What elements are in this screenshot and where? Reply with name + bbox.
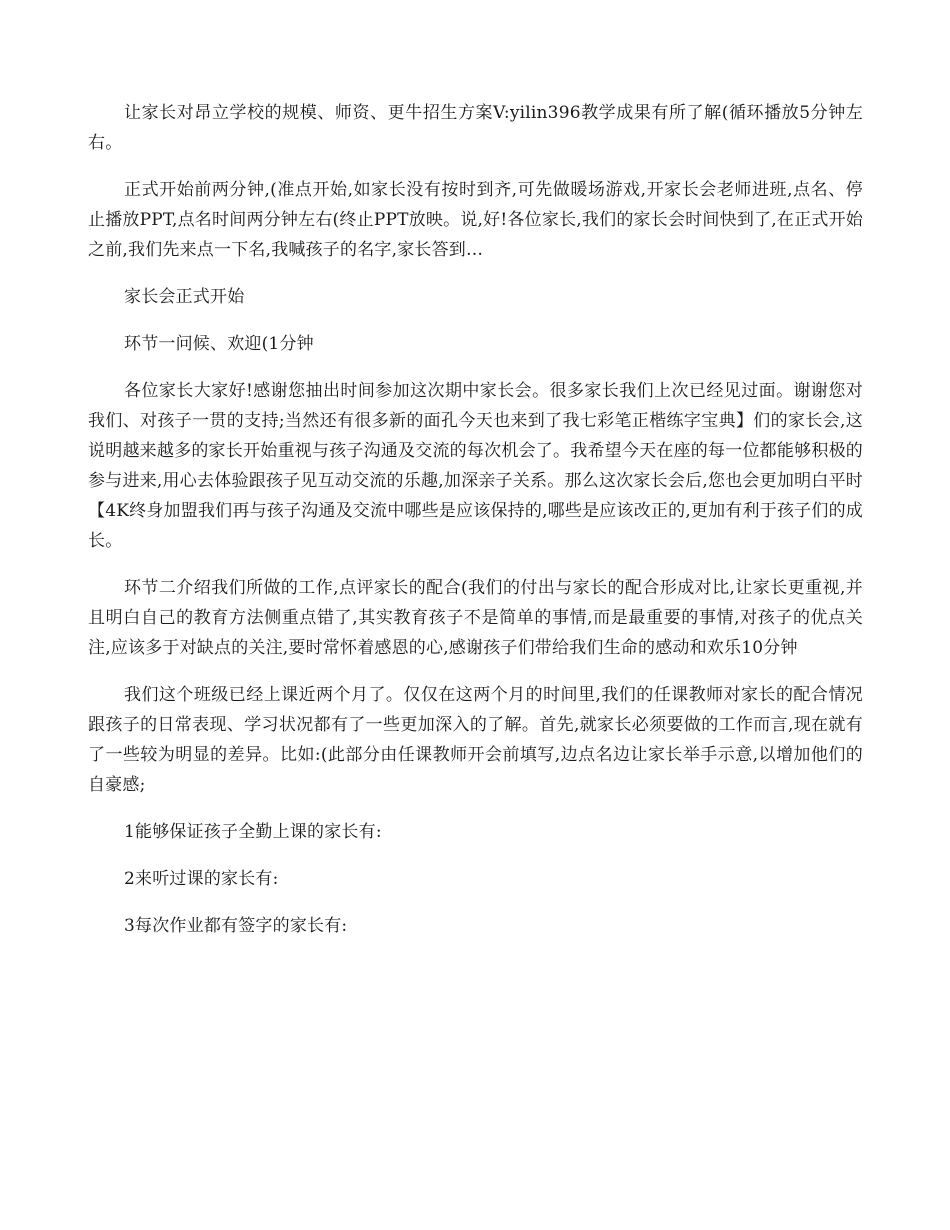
paragraph-section-two: 环节二介绍我们所做的工作,点评家长的配合(我们的付出与家长的配合形成对比,让家长更重视,并且明白自己的教育方法侧重点错了,其实教育孩子不是简单的事情,而是最重要的事情,对孩子的优点关注,应该多于对缺点的关注,要时常怀着感恩的心,感谢孩子们带给我们生命的感动和欢乐10分钟: [88, 578, 863, 658]
list-item-full-attendance: 1能够保证孩子全勤上课的家长有:: [124, 822, 382, 842]
paragraph-section-one-heading: 环节一问候、欢迎(1分钟: [124, 334, 314, 354]
paragraph-intro-playback: 让家长对昂立学校的规模、师资、更牛招生方案V:yilin396教学成果有所了解(循环播放5分钟左右。: [88, 103, 863, 153]
paragraph-welcome-speech: 各位家长大家好!感谢您抽出时间参加这次期中家长会。很多家长我们上次已经见过面。谢谢您对我们、对孩子一贯的支持;当然还有很多新的面孔今天也来到了我七彩笔正楷练字宝典】们的家长会,这说明越来越多的家长开始重视与孩子沟通及交流的每次机会了。我希望今天在座的每一位都能够积极的参与进来,用心去体验跟孩子见互动交流的乐趣,加深亲子关系。那么这次家长会后,您也会更加明白平时【4K终身加盟我们再与孩子沟通及交流中哪些是应该保持的,哪些是应该改正的,更加有利于孩子们的成长。: [88, 381, 863, 551]
list-item-attended-class: 2来听过课的家长有:: [124, 869, 279, 889]
list-item-homework-signed: 3每次作业都有签字的家长有:: [124, 916, 348, 936]
paragraph-class-progress: 我们这个班级已经上课近两个月了。仅仅在这两个月的时间里,我们的任课教师对家长的配合情况跟孩子的日常表现、学习状况都有了一些更加深入的了解。首先,就家长必须要做的工作而言,现在就有了一些较为明显的差异。比如:(此部分由任课教师开会前填写,边点名边让家长举手示意,以增加他们的自豪感;: [88, 685, 863, 795]
paragraph-meeting-start: 家长会正式开始: [124, 287, 245, 307]
paragraph-pre-start-rollcall: 正式开始前两分钟,(准点开始,如家长没有按时到齐,可先做暖场游戏,开家长会老师进班,点名、停止播放PPT,点名时间两分钟左右(终止PPT放映。说,好!各位家长,我们的家长会时间快到了,在正式开始之前,我们先来点一下名,我喊孩子的名字,家长答到…: [88, 180, 863, 260]
document-page: [88, 98, 863, 958]
